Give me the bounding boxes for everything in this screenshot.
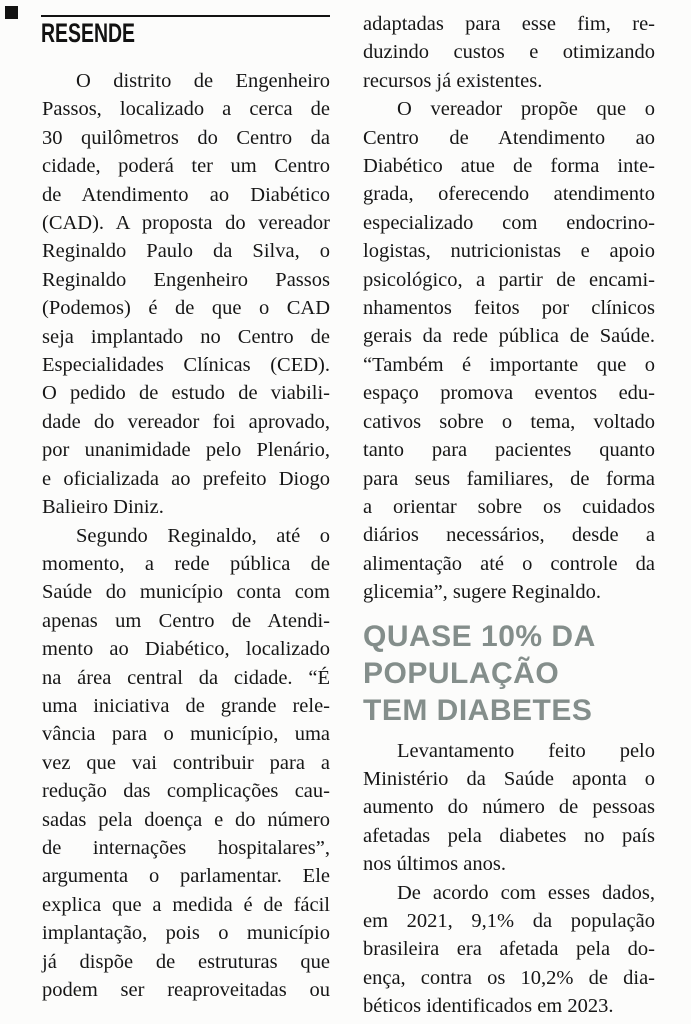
- text-line: vez que vai contribuir para a: [42, 751, 330, 774]
- text-line: uma iniciativa de grande rele-: [42, 694, 330, 717]
- kicker-rule: [41, 15, 330, 17]
- paragraph: [42, 67, 330, 522]
- article-column-right: [363, 10, 655, 1021]
- text-line: explica que a medida é de fácil: [42, 893, 330, 916]
- text-line: para seus familiares, de forma: [363, 467, 655, 490]
- text-line: sadas pela doença e do número: [42, 808, 330, 831]
- text-line: glicemia”, sugere Reginaldo.: [363, 581, 601, 604]
- subhead-line: QUASE 10% DA: [363, 619, 596, 653]
- text-line: dade do vereador foi aprovado,: [42, 410, 330, 433]
- text-line: O pedido de estudo de viabili-: [42, 382, 330, 405]
- text-line: 30 quilômetros do Centro da: [42, 126, 330, 149]
- section-subhead: [363, 618, 655, 729]
- text-line: cativos sobre o tema, voltado: [363, 410, 655, 433]
- text-line: Centro de Atendimento ao: [363, 126, 655, 149]
- text-line: a orientar sobre os cuidados: [363, 495, 655, 518]
- text-line: (CAD). A proposta do vereador: [42, 212, 330, 235]
- subhead-line: POPULAÇÃO: [363, 656, 560, 690]
- text-line: O distrito de Engenheiro: [76, 70, 330, 92]
- text-line: podem ser reaproveitadas ou: [42, 979, 330, 1001]
- text-line: nhamentos feitos por clínicos: [363, 297, 655, 320]
- text-line: momento, a rede pública de: [42, 552, 330, 575]
- text-line: diários necessários, desde a: [363, 524, 655, 547]
- text-line: grada, oferecendo atendimento: [363, 183, 655, 206]
- text-line: especializado com endocrino-: [363, 211, 655, 234]
- text-line: (Podemos) é de que o CAD: [42, 297, 330, 320]
- subhead-line: TEM DIABETES: [363, 693, 593, 727]
- text-line: seja implantado no Centro de: [42, 325, 330, 348]
- text-line: gerais da rede pública de Saúde.: [363, 325, 655, 348]
- text-line: em 2021, 9,1% da população: [363, 909, 655, 932]
- text-line: afetadas pela diabetes no país: [363, 824, 655, 847]
- text-line: Reginaldo Engenheiro Passos: [42, 268, 330, 291]
- text-line: De acordo com esses dados,: [397, 881, 655, 904]
- text-line: O vereador propõe que o: [397, 98, 655, 121]
- text-line: redução das complicações cau-: [42, 780, 330, 803]
- text-line: e oficializada ao prefeito Diogo: [42, 467, 330, 490]
- text-line: Balieiro Diniz.: [42, 496, 164, 519]
- text-line: “Também é importante que o: [363, 353, 655, 376]
- paragraph: [363, 737, 655, 879]
- text-line: tanto para pacientes quanto: [363, 439, 655, 462]
- text-line: Levantamento feito pelo: [397, 739, 655, 762]
- text-line: apenas um Centro de Atendi-: [42, 609, 330, 632]
- text-line: Saúde do município conta com: [42, 581, 330, 604]
- text-line: nos últimos anos.: [363, 853, 506, 876]
- text-line: ença, contra os 10,2% de dia-: [363, 966, 655, 989]
- paragraph: [363, 10, 655, 95]
- text-line: psicológico, a partir de encami-: [363, 268, 655, 291]
- text-line: brasileira era afetada pela do-: [363, 938, 655, 961]
- text-line: vância para o município, uma: [42, 723, 330, 746]
- paragraph: [363, 879, 655, 1021]
- text-line: recursos já existentes.: [363, 69, 543, 92]
- paragraph: [42, 522, 330, 1005]
- text-line: duzindo custos e otimizando: [363, 41, 655, 64]
- text-line: na área central da cidade. “É: [42, 666, 330, 689]
- text-line: logistas, nutricionistas e apoio: [363, 240, 655, 263]
- text-line: Passos, localizado a cerca de: [42, 98, 330, 121]
- section-kicker: RESENDE: [41, 18, 135, 48]
- text-line: Ministério da Saúde aponta o: [363, 767, 655, 790]
- text-line: aumento do número de pessoas: [363, 796, 655, 819]
- text-line: espaço promova eventos edu-: [363, 382, 655, 405]
- text-line: adaptadas para esse fim, re-: [363, 13, 655, 35]
- text-line: Diabético atue de forma inte-: [363, 155, 655, 178]
- text-line: de Atendimento ao Diabético: [42, 183, 330, 206]
- text-line: implantação, pois o município: [42, 922, 330, 945]
- text-line: por unanimidade pelo Plenário,: [42, 439, 330, 462]
- text-line: já dispõe de estruturas que: [42, 950, 330, 973]
- text-line: Reginaldo Paulo da Silva, o: [42, 240, 330, 263]
- text-line: cidade, poderá ter um Centro: [42, 155, 330, 178]
- text-line: béticos identificados em 2023.: [363, 995, 614, 1018]
- text-line: de internações hospitalares”,: [42, 836, 330, 859]
- text-line: Segundo Reginaldo, até o: [76, 524, 330, 547]
- text-line: Especialidades Clínicas (CED).: [42, 354, 330, 377]
- paragraph: [363, 95, 655, 606]
- corner-print-mark: [5, 6, 18, 19]
- text-line: mento ao Diabético, localizado: [42, 638, 330, 661]
- text-line: argumenta o parlamentar. Ele: [42, 865, 330, 888]
- article-column-left: [42, 67, 330, 1004]
- text-line: alimentação até o controle da: [363, 552, 655, 575]
